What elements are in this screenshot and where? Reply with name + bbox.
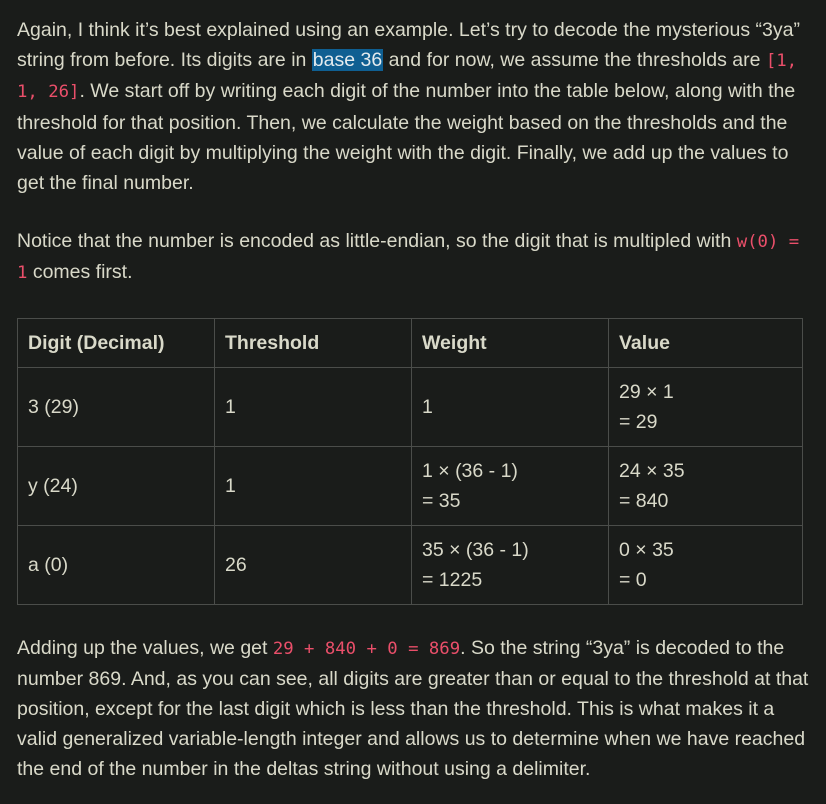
paragraph-intro-text-c: . We start off by writing each digit of the number into the table below, along with the threshold for that position. Then, we calculate the weight based on the thresholds and the value of each digit by multiplying the weight with the digit. Finally, we add up the values to get the final number.: [17, 80, 796, 195]
header-threshold: Threshold: [215, 318, 412, 367]
code-thresholds: [1, 1, 26]: [17, 51, 798, 103]
table-row: [18, 525, 803, 604]
code-weight: w(0) = 1: [17, 232, 800, 284]
cell-weight: [412, 446, 609, 525]
cell-value: [609, 525, 803, 604]
cell-weight-line: 35 × (36 - 1): [422, 538, 529, 561]
cell-threshold: 26: [215, 525, 412, 604]
cell-weight-line: = 1225: [422, 568, 483, 591]
cell-value-line: 24 × 35: [619, 459, 685, 482]
paragraph-conclusion-text-a: Adding up the values, we get: [17, 636, 273, 659]
cell-digit: 3 (29): [18, 367, 215, 446]
header-value: Value: [609, 318, 803, 367]
cell-value-line: = 0: [619, 568, 647, 591]
cell-weight-line: 1: [422, 395, 433, 418]
cell-value-line: 29 × 1: [619, 380, 674, 403]
paragraph-endianness: [17, 226, 812, 288]
paragraph-endianness-text-a: Notice that the number is encoded as little-endian, so the digit that is multipled with: [17, 230, 737, 253]
cell-value-line: = 840: [619, 489, 669, 512]
article-body: [17, 15, 812, 785]
cell-digit: y (24): [18, 446, 215, 525]
table-header-row: [18, 318, 803, 367]
paragraph-endianness-text-b: comes first.: [27, 261, 133, 284]
cell-value: [609, 367, 803, 446]
cell-weight-line: 1 × (36 - 1): [422, 459, 518, 482]
header-weight: Weight: [412, 318, 609, 367]
paragraph-intro-text-a: Again, I think it’s best explained using an example. Let’s try to decode the mysterious “3ya” string from before. Its digits are in: [17, 19, 800, 72]
cell-value-line: 0 × 35: [619, 538, 674, 561]
cell-value: [609, 446, 803, 525]
cell-value-line: = 29: [619, 410, 658, 433]
cell-threshold: 1: [215, 446, 412, 525]
code-sum: 29 + 840 + 0 = 869: [272, 638, 461, 659]
cell-weight: [412, 367, 609, 446]
cell-weight-line: = 35: [422, 489, 461, 512]
paragraph-intro: [17, 15, 812, 198]
table-row: [18, 446, 803, 525]
paragraph-conclusion-text-b: . So the string “3ya” is decoded to the number 869. And, as you can see, all digits are greater than or equal to the threshold at that position, except for the last digit which is less than the threshold. This is what makes it a valid generalized variable-length integer and allows us to determine when we have reached the end of the number in the deltas string without using a delimiter.: [17, 636, 809, 781]
cell-digit: a (0): [18, 525, 215, 604]
header-digit: Digit (Decimal): [18, 318, 215, 367]
paragraph-conclusion: [17, 633, 812, 785]
cell-threshold: 1: [215, 367, 412, 446]
cell-weight: [412, 525, 609, 604]
selected-text-base-36[interactable]: base 36: [312, 49, 383, 72]
decode-table: [17, 318, 803, 605]
table-row: [18, 367, 803, 446]
paragraph-intro-text-b: and for now, we assume the thresholds are: [383, 49, 766, 72]
